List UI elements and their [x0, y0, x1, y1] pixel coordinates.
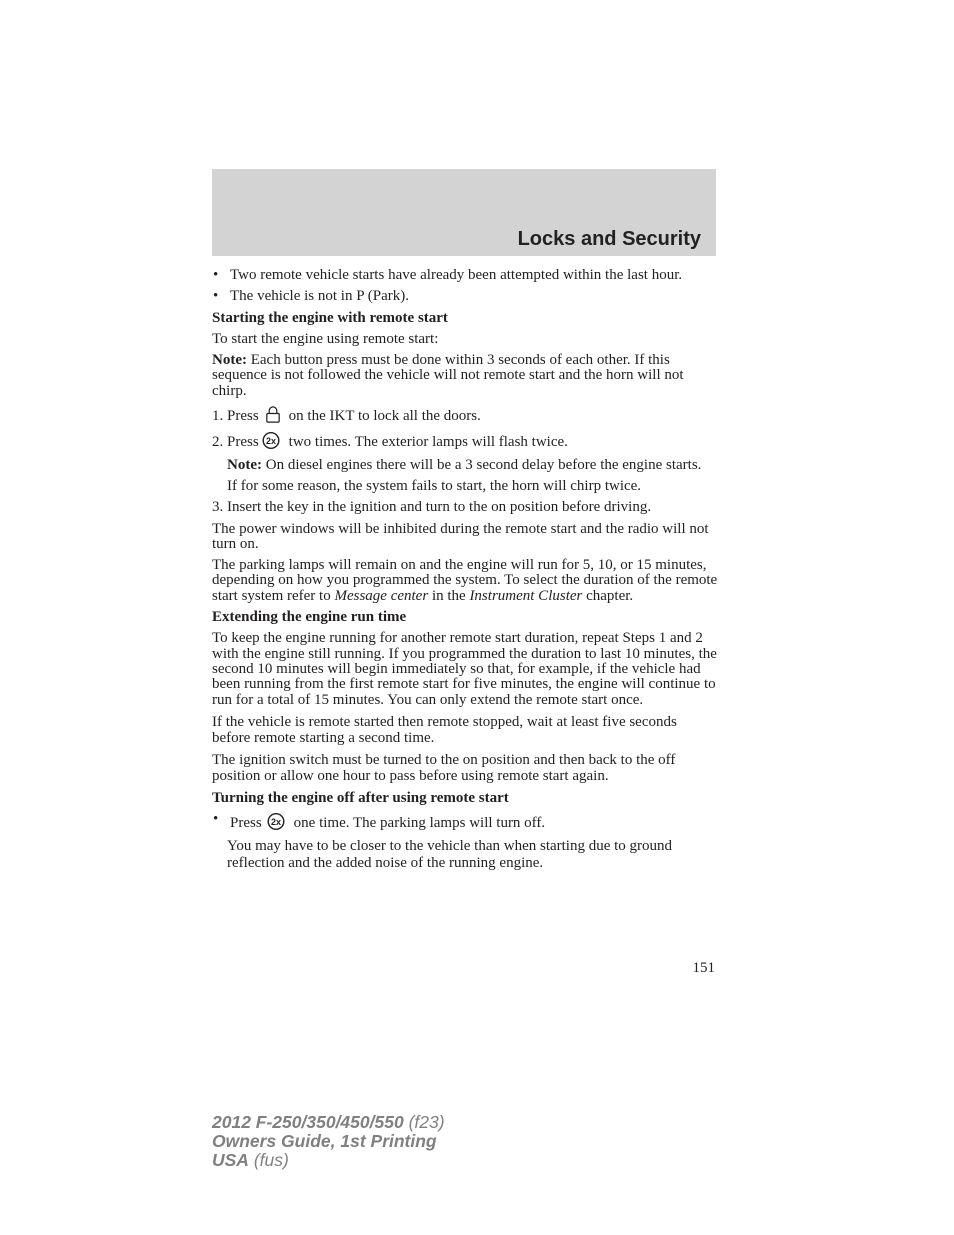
- note-label: Note:: [227, 456, 262, 473]
- paragraph: You may have to be closer to the vehicle than when starting due to ground reflection and the added noise of the running engine.: [227, 838, 673, 872]
- footer-model: 2012 F-250/350/450/550: [212, 1112, 404, 1132]
- step-1: [212, 405, 718, 424]
- paragraph: If the vehicle is remote started then remote stopped, wait at least five seconds before remote starting a second time.: [212, 713, 677, 746]
- footer-print-info: [212, 1113, 445, 1170]
- bullet-dot: •: [213, 288, 219, 305]
- remote-start-2x-icon: [266, 812, 286, 831]
- footer-code: (f23): [403, 1112, 445, 1132]
- paragraph: If for some reason, the system fails to start, the horn will chirp twice.: [227, 477, 642, 494]
- list-item: [212, 268, 718, 283]
- page-number: 151: [692, 960, 715, 976]
- note: [212, 353, 718, 399]
- section-title: Locks and Security: [517, 228, 701, 250]
- step-3: 3. Insert the key in the ignition and turn to the on position before driving.: [212, 499, 652, 516]
- svg-text:2x: 2x: [265, 436, 276, 447]
- list-item-text: one time. The parking lamps will turn off.: [293, 815, 546, 832]
- note-text: Each button press must be done within 3 seconds of each other. If this sequence is not followed the vehicle will not remote start and the horn will not chirp.: [212, 352, 684, 399]
- list-item-text: Two remote vehicle starts have already been attempted within the last hour.: [230, 267, 683, 283]
- paragraph: To keep the engine running for another remote start duration, repeat Steps 1 and 2 with the engine still running. If you programmed the duration to last 10 minutes, the second 10 minutes will begin immediately so that, for example, if the vehicle had been running from the first remote start for five minutes, the engine will continue to run for a total of 15 minutes. You can only extend the remote start once.: [212, 630, 717, 708]
- note-label: Note:: [212, 352, 247, 369]
- footer-line: [212, 1151, 445, 1170]
- step-text: 1. Press: [212, 408, 259, 425]
- list-item: [212, 812, 718, 831]
- step-text: 2. Press: [212, 434, 259, 451]
- text-run: chapter.: [582, 587, 634, 604]
- bullet-dot: •: [213, 811, 219, 828]
- subheading: Turning the engine off after using remote start: [212, 789, 509, 806]
- section-header-band: [212, 169, 716, 256]
- note-text: On diesel engines there will be a 3 second delay before the engine starts.: [261, 456, 702, 473]
- paragraph: To start the engine using remote start:: [212, 330, 439, 347]
- page-body: [212, 268, 718, 878]
- subheading: Extending the engine run time: [212, 609, 407, 626]
- step-text: two times. The exterior lamps will flash twice.: [288, 434, 568, 451]
- footer-market: USA: [212, 1150, 249, 1170]
- bullet-dot: •: [213, 267, 219, 283]
- subheading: Starting the engine with remote start: [212, 309, 448, 326]
- footer-edition: Owners Guide, 1st Printing: [212, 1131, 437, 1151]
- list-item-text: The vehicle is not in P (Park).: [230, 288, 409, 305]
- step-text: on the IKT to lock all the doors.: [288, 408, 481, 425]
- text-run: The parking lamps will remain on and the engine will run for 5, 10, or 15 minutes, depending on how you programmed the system. To select the duration of the remote start system refer to: [212, 557, 718, 604]
- step-2: [212, 431, 718, 450]
- note: [227, 458, 718, 473]
- svg-text:2x: 2x: [270, 817, 281, 828]
- cross-reference: Message center: [334, 587, 429, 604]
- footer-line: [212, 1132, 445, 1151]
- text-run: in the: [428, 587, 470, 604]
- footer-code: (fus): [248, 1150, 289, 1170]
- remote-start-2x-icon: [261, 431, 281, 450]
- paragraph: [212, 558, 718, 604]
- paragraph: The power windows will be inhibited during the remote start and the radio will not turn on.: [212, 520, 709, 552]
- list-item-text: Press: [230, 815, 262, 832]
- paragraph: The ignition switch must be turned to the on position and then back to the off position or allow one hour to pass before using remote start again.: [212, 751, 676, 785]
- footer-line: [212, 1113, 445, 1132]
- list-item: [212, 289, 718, 304]
- lock-button-icon: [263, 405, 283, 424]
- cross-reference: Instrument Cluster: [469, 587, 583, 604]
